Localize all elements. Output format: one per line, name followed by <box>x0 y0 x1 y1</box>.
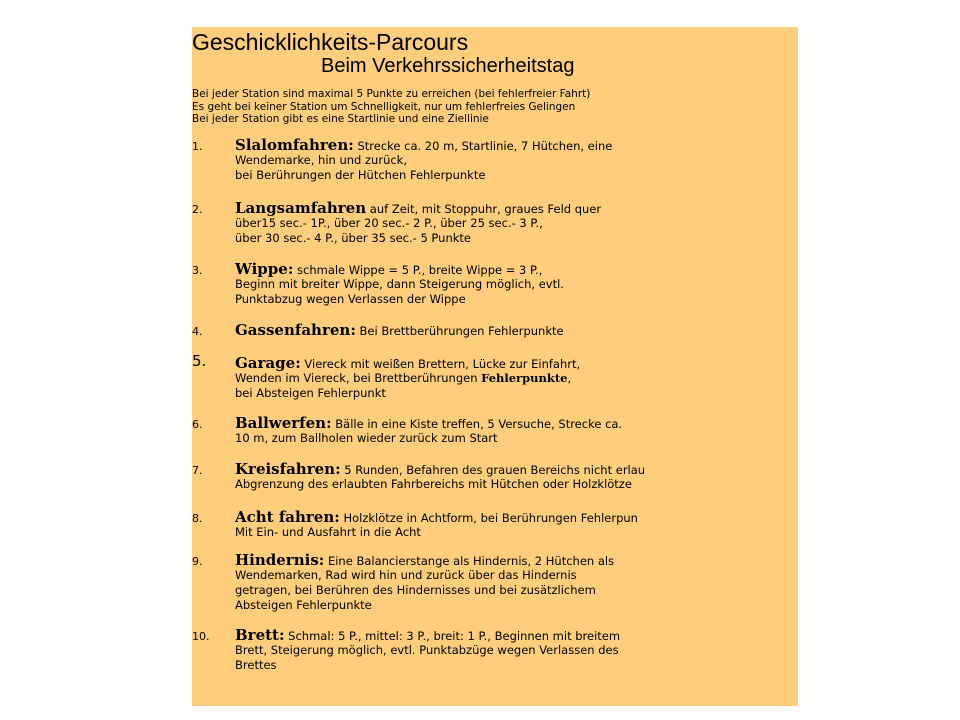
station-text: Abgrenzung des erlaubten Fahrbereichs mit Hütchen oder Holzklötze <box>235 477 632 491</box>
station-number: 5. <box>192 352 207 370</box>
station-name: Kreisfahren <box>235 460 336 478</box>
station-text: Brettes <box>235 658 277 672</box>
station-colon: : <box>335 460 341 478</box>
station-text: schmale Wippe = 5 P., breite Wippe = 3 P., <box>293 263 543 277</box>
station-text: über15 sec.- 1P., über 20 sec.- 2 P., über 25 sec.- 3 P., <box>235 216 543 230</box>
station-text: Punktabzug wegen Verlassen der Wippe <box>235 292 466 306</box>
station-text: , <box>567 371 572 385</box>
intro-line: Bei jeder Station sind maximal 5 Punkte zu erreichen (bei fehlerfreier Fahrt) <box>192 88 591 100</box>
station-text: Eine Balancierstange als Hindernis, 2 Hütchen als <box>324 554 615 568</box>
station-text: Wendemarke, hin und zurück, <box>235 153 407 167</box>
station-text: bei Absteigen Fehlerpunkt <box>235 386 386 400</box>
station-text: Bei Brettberührungen Fehlerpunkte <box>355 324 564 338</box>
station-text: Schmal: 5 P., mittel: 3 P., breit: 1 P., Beginnen mit breitem <box>284 629 621 643</box>
document-page <box>192 27 798 706</box>
intro-text <box>192 88 590 126</box>
station-name: Ballwerfen <box>235 414 327 432</box>
station-name: Acht fahren <box>235 508 335 526</box>
station-emphasis: Fehlerpunkte <box>481 371 568 385</box>
station-name: Brett <box>235 626 279 644</box>
document-title: Geschicklichkeits-Parcours <box>192 29 469 55</box>
station-number: 3. <box>192 264 203 277</box>
station-text: Bälle in eine Kiste treffen, 5 Versuche, Strecke ca. <box>331 417 623 431</box>
station-colon: : <box>318 551 325 569</box>
station-number: 7. <box>192 464 203 477</box>
station-number: 9. <box>192 555 203 568</box>
station-text: Viereck mit weißen Brettern, Lücke zur Einfahrt, <box>300 357 581 371</box>
station-number: 10. <box>192 630 210 643</box>
station-text: Beginn mit breiter Wippe, dann Steigerung möglich, evtl. <box>235 277 564 291</box>
station-number: 6. <box>192 418 203 431</box>
station-text: Strecke ca. 20 m, Startlinie, 7 Hütchen, eine <box>353 139 613 153</box>
station-text: Wendemarken, Rad wird hin und zurück über das Hindernis <box>235 568 577 582</box>
station-colon: : <box>295 354 301 372</box>
station-text: 5 Runden, Befahren des grauen Bereichs nicht erlau <box>340 463 646 477</box>
station-colon: : <box>287 260 294 278</box>
station-text: getragen, bei Berühren des Hindernisses und bei zusätzlichem <box>235 583 596 597</box>
document-subtitle: Beim Verkehrssicherheitstag <box>321 55 575 77</box>
station-name: Hindernis <box>235 551 319 569</box>
station-name: Garage <box>235 354 296 372</box>
station-name: Gassenfahren <box>235 321 351 339</box>
station-text: Wenden im Viereck, bei Brettberührungen <box>235 371 482 385</box>
intro-line: Bei jeder Station gibt es eine Startlinie und eine Ziellinie <box>192 113 489 125</box>
station-name: Slalomfahren <box>235 136 349 154</box>
station-number: 8. <box>192 512 203 525</box>
station-colon: : <box>348 136 354 154</box>
station-text: Holzklötze in Achtform, bei Berührungen Fehlerpun <box>339 511 638 525</box>
station-number: 1. <box>192 140 203 153</box>
station-colon: : <box>278 626 285 644</box>
station-text: über 30 sec.- 4 P., über 35 sec.- 5 Punkte <box>235 231 471 245</box>
station-name: Langsamfahren <box>235 199 367 217</box>
station-text: 10 m, zum Ballholen wieder zurück zum Start <box>235 431 498 445</box>
station-colon: : <box>326 414 332 432</box>
station-number: 4. <box>192 325 203 338</box>
station-name: Wippe <box>235 260 288 278</box>
station-text: Absteigen Fehlerpunkte <box>235 598 372 612</box>
station-text: bei Berührungen der Hütchen Fehlerpunkte <box>235 168 486 182</box>
station-text: Mit Ein- und Ausfahrt in die Acht <box>235 525 421 539</box>
station-number: 2. <box>192 203 203 216</box>
station-text: Brett, Steigerung möglich, evtl. Punktabzüge wegen Verlassen des <box>235 643 619 657</box>
station-text: auf Zeit, mit Stoppuhr, graues Feld quer <box>366 202 602 216</box>
station-colon: : <box>334 508 340 526</box>
intro-line: Es geht bei keiner Station um Schnelligkeit, nur um fehlerfreies Gelingen <box>192 100 576 113</box>
station-colon: : <box>350 321 356 339</box>
